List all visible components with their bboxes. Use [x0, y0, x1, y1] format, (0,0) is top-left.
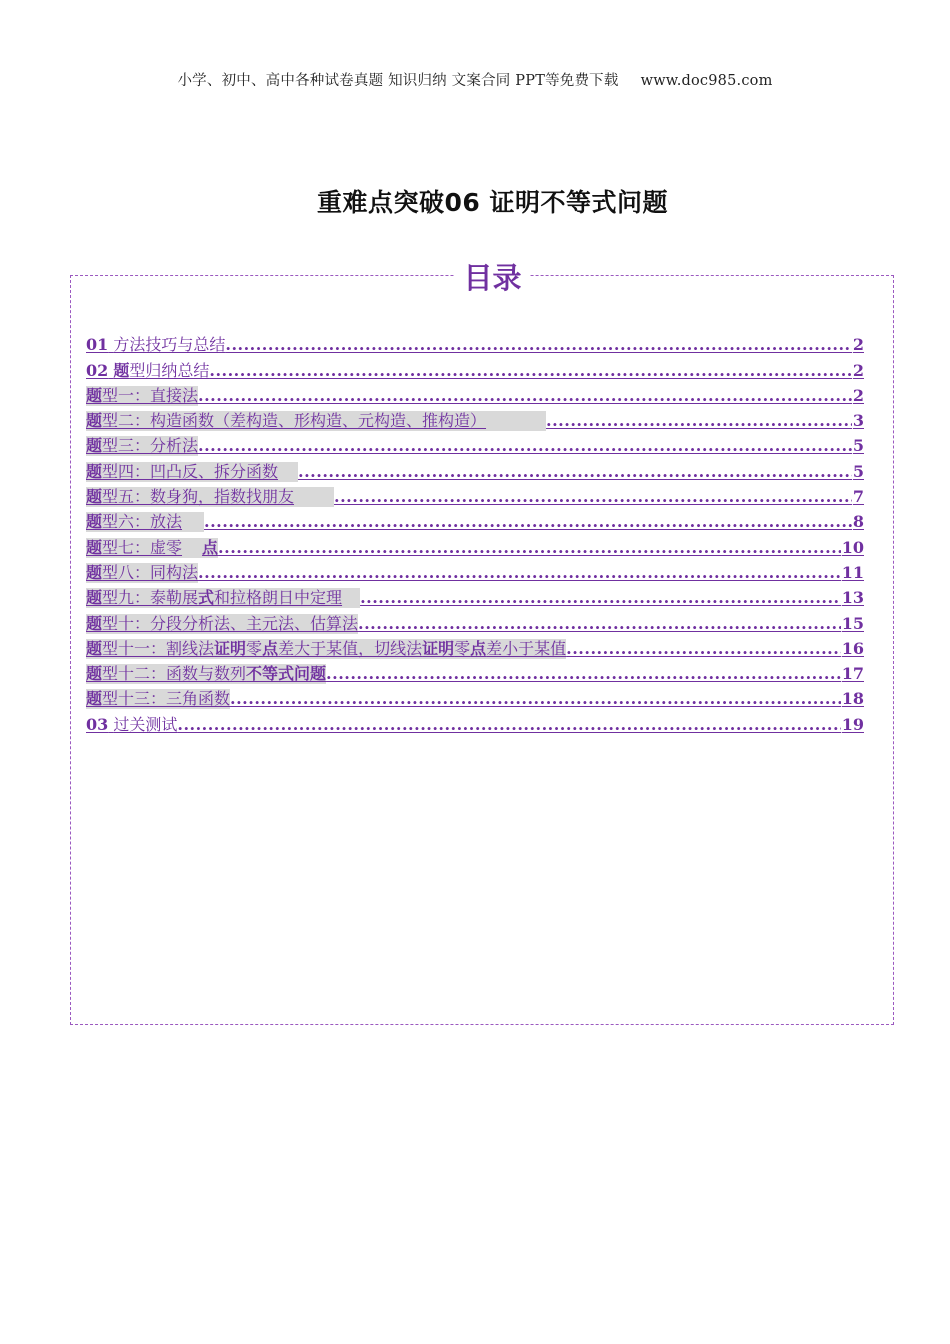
toc-entry-text: 型四：凹凸反、拆分函数: [102, 461, 279, 481]
toc-entry-text: 02: [86, 360, 109, 380]
toc-entry[interactable]: [86, 330, 864, 355]
header-url[interactable]: www.doc985.com: [640, 73, 773, 89]
toc-page-number: 2: [852, 360, 864, 380]
toc-leader-dots: [177, 715, 840, 735]
toc-entry-text: 证明: [422, 638, 455, 658]
toc-leader-dots: [218, 538, 841, 558]
toc-leader-dots: [204, 512, 852, 532]
toc-entry-label: [86, 361, 209, 381]
header-text: 小学、初中、高中各种试卷真题 知识归纳 文案合同 PPT等免费下载: [177, 73, 619, 89]
toc-entry[interactable]: [86, 507, 864, 532]
toc-entry-label: [86, 689, 230, 709]
toc-entry-text: 点: [470, 638, 487, 658]
toc-page-number: 7: [852, 487, 864, 507]
toc-entry-text: 点: [262, 638, 279, 658]
toc-entry-text: 题: [86, 411, 103, 431]
toc-list: [86, 330, 864, 735]
toc-page-number: 19: [841, 714, 864, 734]
toc-entry-text: 型九：泰勒展: [102, 588, 199, 608]
toc-entry[interactable]: [86, 431, 864, 456]
toc-entry-text: 型十：分段分析法、主元法、估算法: [102, 613, 359, 633]
toc-entry-text: 题: [86, 638, 103, 658]
toc-entry-text: 型十二：函数与数列: [102, 664, 247, 684]
toc-entry[interactable]: [86, 482, 864, 507]
toc-entry-text: 型六：放法: [102, 512, 183, 532]
toc-entry-text: 型八：同构法: [102, 562, 199, 582]
toc-entry-text: 式: [198, 588, 215, 608]
toc-entry[interactable]: [86, 684, 864, 709]
toc-entry-text: 型十一：割线法: [102, 638, 215, 658]
toc-entry-label: [86, 664, 326, 684]
toc-entry-text: 差大于某值，切线法: [278, 638, 423, 658]
toc-leader-dots: [225, 335, 851, 355]
toc-entry-text: 型七：虚零: [102, 537, 183, 557]
toc-entry-text: 差小于某值: [486, 638, 567, 658]
toc-entry[interactable]: [86, 608, 864, 633]
toc-page-number: 5: [852, 436, 864, 456]
toc-leader-dots: [326, 664, 841, 684]
toc-entry-text: 型十三：三角函数: [102, 689, 231, 709]
toc-entry-label: [86, 639, 566, 659]
toc-heading: 目录: [455, 258, 530, 298]
toc-page-number: 13: [841, 588, 864, 608]
toc-leader-dots: [546, 411, 852, 431]
toc-entry-text: 点: [202, 537, 219, 557]
toc-page-number: 5: [852, 461, 864, 481]
toc-entry-text: 题: [113, 360, 130, 380]
toc-page-number: 2: [852, 335, 864, 355]
toc-entry-text: 过关测试: [113, 714, 178, 734]
toc-entry-text: 题: [86, 436, 103, 456]
toc-entry-label: [86, 715, 177, 735]
toc-entry-label: [86, 335, 225, 355]
toc-entry-text: 题: [86, 487, 103, 507]
toc-page-number: 8: [852, 512, 864, 532]
toc-entry-label: [86, 614, 358, 634]
toc-page-number: 3: [852, 411, 864, 431]
toc-leader-dots: [566, 639, 841, 659]
toc-entry-text: 题: [86, 512, 103, 532]
toc-entry-text: 题: [86, 613, 103, 633]
toc-entry-label: [86, 487, 334, 507]
toc-leader-dots: [198, 563, 841, 583]
toc-entry-text: 型一：直接法: [102, 385, 199, 405]
toc-leader-dots: [334, 487, 852, 507]
toc-entry-text: 证明: [214, 638, 247, 658]
toc-entry[interactable]: [86, 532, 864, 557]
toc-entry[interactable]: [86, 406, 864, 431]
toc-entry-label: [86, 386, 198, 406]
toc-page-number: 16: [841, 638, 864, 658]
toc-page-number: 10: [841, 537, 864, 557]
toc-entry-text: 型三：分析法: [102, 436, 199, 456]
toc-entry-text: 型五：数身狗，指数找朋友: [102, 487, 295, 507]
toc-entry-text: 01: [86, 335, 109, 355]
toc-leader-dots: [298, 462, 852, 482]
toc-entry-label: [86, 563, 198, 583]
toc-entry-label: [86, 436, 198, 456]
toc-entry-text: 型归纳总结: [129, 360, 210, 380]
toc-leader-dots: [198, 386, 852, 406]
toc-entry[interactable]: [86, 355, 864, 380]
toc-entry[interactable]: [86, 558, 864, 583]
toc-entry-label: [86, 512, 204, 532]
page-header: [0, 69, 950, 90]
toc-entry-text: 型二：构造函数（差构造、形构造、元构造、推构造）: [102, 411, 487, 431]
toc-entry-text: 题: [86, 537, 103, 557]
toc-leader-dots: [198, 436, 852, 456]
toc-entry-text: 不等式问题: [246, 664, 327, 684]
toc-entry[interactable]: [86, 381, 864, 406]
toc-entry[interactable]: [86, 456, 864, 481]
toc-entry-text: 题: [86, 664, 103, 684]
toc-page-number: 17: [841, 664, 864, 684]
toc-page-number: 18: [841, 689, 864, 709]
toc-entry-text: 题: [86, 385, 103, 405]
toc-entry-label: [86, 462, 298, 482]
toc-entry[interactable]: [86, 583, 864, 608]
toc-entry[interactable]: [86, 659, 864, 684]
toc-entry-label: [86, 588, 360, 608]
toc-entry-text: 题: [86, 588, 103, 608]
toc-entry-text: 题: [86, 461, 103, 481]
toc-entry-label: [86, 538, 218, 558]
toc-entry-text: 题: [86, 562, 103, 582]
toc-leader-dots: [230, 689, 841, 709]
document-title: 重难点突破06 证明不等式问题: [317, 188, 668, 217]
toc-entry-text: 零: [246, 638, 263, 658]
toc-entry-label: [86, 411, 546, 431]
toc-leader-dots: [360, 588, 841, 608]
toc-page-number: 15: [841, 613, 864, 633]
toc-page-number: 2: [852, 385, 864, 405]
toc-page-number: 11: [841, 562, 864, 582]
toc-entry[interactable]: [86, 634, 864, 659]
toc-entry-text: 03: [86, 714, 109, 734]
toc-leader-dots: [209, 361, 851, 381]
toc-entry[interactable]: [86, 709, 864, 734]
toc-entry-text: 题: [86, 689, 103, 709]
toc-leader-dots: [358, 614, 841, 634]
toc-entry-text: 零: [454, 638, 471, 658]
toc-entry-text: 和拉格朗日中定理: [214, 588, 343, 608]
toc-entry-text: 方法技巧与总结: [113, 335, 226, 355]
